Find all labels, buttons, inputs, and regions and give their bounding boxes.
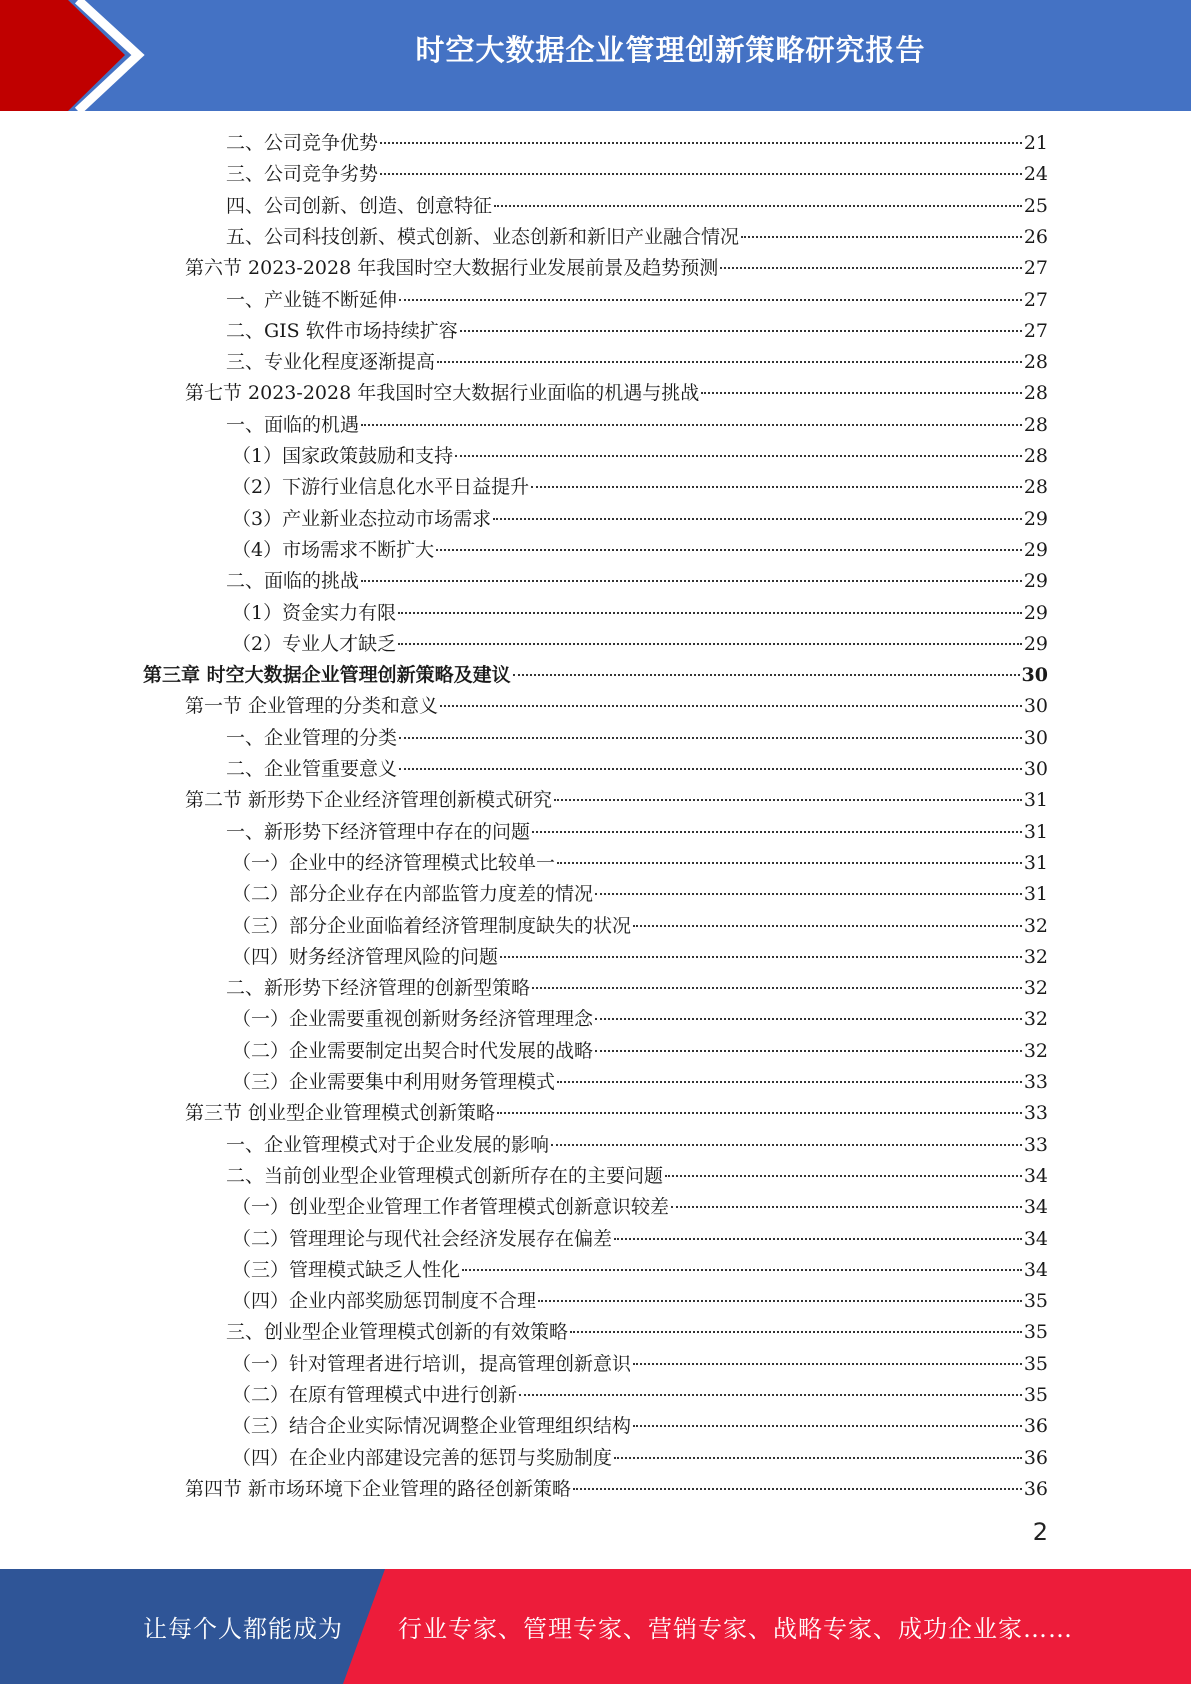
toc-entry-title: 四、公司创新、创造、创意特征 (226, 194, 493, 217)
toc-entry-page: 27 (1023, 288, 1048, 311)
toc-entry-page: 31 (1023, 851, 1048, 874)
toc-entry[interactable] (232, 848, 1048, 879)
toc-entry-title: 三、公司竞争劣势 (226, 163, 379, 186)
toc-dot-leader (497, 1112, 1022, 1114)
toc-entry-page: 27 (1023, 257, 1048, 280)
toc-entry-title: （2）专业人才缺乏 (232, 632, 397, 655)
toc-entry-title: （2）下游行业信息化水平日益提升 (232, 476, 530, 499)
toc-dot-leader (399, 737, 1022, 739)
toc-dot-leader (455, 455, 1022, 457)
toc-entry-page: 35 (1023, 1290, 1048, 1313)
toc-entry-title: （二）在原有管理模式中进行创新 (232, 1384, 518, 1406)
toc-entry[interactable] (226, 1161, 1048, 1192)
toc-entry[interactable] (232, 1004, 1048, 1035)
toc-entry-page: 29 (1023, 570, 1048, 593)
toc-entry-page: 28 (1023, 413, 1048, 436)
toc-entry[interactable] (232, 942, 1048, 973)
toc-entry-title: （一）创业型企业管理工作者管理模式创新意识较差 (232, 1196, 670, 1219)
toc-entry[interactable] (185, 378, 1048, 409)
toc-entry[interactable] (232, 1411, 1048, 1442)
toc-entry[interactable] (226, 566, 1048, 597)
toc-dot-leader (665, 1175, 1022, 1177)
toc-entry-title: （一）企业中的经济管理模式比较单一 (232, 851, 556, 874)
toc-entry-page: 24 (1023, 163, 1048, 186)
toc-entry-title: 第七节 2023-2028 年我国时空大数据行业面临的机遇与挑战 (185, 382, 700, 405)
toc-dot-leader (436, 549, 1022, 551)
toc-entry[interactable] (226, 817, 1048, 848)
toc-entry-page: 29 (1023, 601, 1048, 624)
toc-entry-title: 一、新形势下经济管理中存在的问题 (226, 820, 531, 843)
toc-entry-title: 二、GIS 软件市场持续扩容 (226, 319, 458, 342)
toc-entry-title: 二、新形势下经济管理的创新型策略 (226, 977, 531, 1000)
toc-entry-title: （二）企业需要制定出契合时代发展的战略 (232, 1039, 594, 1062)
toc-entry[interactable] (185, 1474, 1048, 1505)
toc-entry-page: 32 (1023, 1008, 1048, 1031)
toc-entry-title: （二）部分企业存在内部监管力度差的情况 (232, 883, 594, 906)
toc-entry[interactable] (226, 285, 1048, 316)
toc-entry-page: 28 (1023, 382, 1048, 405)
toc-entry-title: 二、面临的挑战 (226, 570, 360, 593)
toc-entry-title: 一、企业管理模式对于企业发展的影响 (226, 1133, 550, 1156)
toc-entry-title: 三、专业化程度逐渐提高 (226, 351, 436, 374)
toc-entry[interactable] (226, 1130, 1048, 1161)
toc-dot-leader (595, 1050, 1022, 1052)
toc-entry-title: （3）产业新业态拉动市场需求 (232, 507, 492, 530)
toc-entry[interactable] (232, 504, 1048, 535)
toc-entry-page: 31 (1023, 820, 1048, 843)
toc-entry-page: 34 (1023, 1258, 1048, 1281)
toc-dot-leader (398, 612, 1022, 614)
toc-dot-leader (399, 299, 1022, 301)
toc-entry[interactable] (226, 1317, 1048, 1348)
toc-dot-leader (380, 142, 1022, 144)
page-number: 2 (1032, 1518, 1048, 1546)
toc-dot-leader (554, 799, 1022, 801)
toc-dot-leader (532, 831, 1022, 833)
toc-entry[interactable] (232, 1255, 1048, 1286)
toc-entry-title: 第三章 时空大数据企业管理创新策略及建议 (143, 664, 511, 687)
toc-entry-title: （1）国家政策鼓励和支持 (232, 445, 454, 467)
toc-entry-page: 34 (1023, 1196, 1048, 1219)
toc-entry-page: 30 (1021, 664, 1048, 687)
toc-entry-page: 36 (1023, 1477, 1048, 1500)
toc-entry-page: 31 (1023, 789, 1048, 812)
toc-entry-page: 30 (1023, 726, 1048, 749)
toc-entry-page: 29 (1023, 538, 1048, 561)
toc-entry-title: （二）管理理论与现代社会经济发展存在偏差 (232, 1227, 613, 1250)
toc-entry-page: 28 (1023, 476, 1048, 499)
toc-entry-page: 30 (1023, 758, 1048, 780)
footer-slogan-right: 行业专家、管理专家、营销专家、战略专家、成功企业家…… (398, 1615, 1073, 1643)
toc-entry-title: （1）资金实力有限 (232, 601, 397, 624)
toc-entry[interactable] (232, 598, 1048, 629)
toc-dot-leader (531, 486, 1022, 488)
toc-entry-title: 一、面临的机遇 (226, 413, 360, 436)
toc-entry-title: 第二节 新形势下企业经济管理创新模式研究 (185, 789, 553, 812)
toc-entry-title: 第三节 创业型企业管理模式创新策略 (185, 1102, 496, 1125)
toc-entry-page: 25 (1023, 194, 1048, 217)
toc-dot-leader (361, 424, 1022, 426)
toc-entry-page: 30 (1023, 695, 1048, 718)
toc-entry[interactable] (226, 347, 1048, 378)
footer-slogan-left: 让每个人都能成为 (143, 1615, 343, 1643)
toc-entry-page: 33 (1023, 1133, 1048, 1156)
toc-entry[interactable] (232, 535, 1048, 566)
toc-entry[interactable] (232, 1443, 1048, 1474)
toc-entry[interactable] (226, 754, 1048, 785)
toc-entry-title: 二、当前创业型企业管理模式创新所存在的主要问题 (226, 1164, 664, 1187)
toc-entry-title: （三）管理模式缺乏人性化 (232, 1258, 461, 1281)
toc-entry-page: 32 (1023, 945, 1048, 968)
toc-dot-leader (500, 956, 1022, 958)
toc-entry-title: 第四节 新市场环境下企业管理的路径创新策略 (185, 1477, 572, 1500)
toc-dot-leader (513, 674, 1020, 676)
toc-entry-page: 32 (1023, 977, 1048, 1000)
toc-entry[interactable] (226, 128, 1048, 159)
toc-entry[interactable] (232, 472, 1048, 503)
toc-dot-leader (573, 1488, 1022, 1490)
toc-dot-leader (570, 1331, 1022, 1333)
toc-entry[interactable] (232, 879, 1048, 910)
toc-dot-leader (538, 1300, 1022, 1302)
toc-dot-leader (557, 1081, 1022, 1083)
toc-entry-title: 第一节 企业管理的分类和意义 (185, 695, 439, 718)
toc-entry[interactable] (185, 253, 1048, 284)
toc-entry-title: （三）部分企业面临着经济管理制度缺失的状况 (232, 914, 632, 937)
toc-dot-leader (399, 768, 1022, 770)
toc-entry[interactable] (226, 410, 1048, 441)
toc-entry[interactable] (232, 1286, 1048, 1317)
toc-entry-title: （三）结合企业实际情况调整企业管理组织结构 (232, 1415, 632, 1438)
toc-entry-title: （4）市场需求不断扩大 (232, 538, 435, 561)
toc-entry[interactable] (185, 785, 1048, 816)
toc-entry-title: （四）在企业内部建设完善的惩罚与奖励制度 (232, 1446, 613, 1469)
toc-entry[interactable] (185, 691, 1048, 722)
toc-entry-page: 33 (1023, 1102, 1048, 1125)
toc-entry-page: 26 (1023, 225, 1048, 248)
toc-dot-leader (595, 893, 1022, 895)
toc-entry-page: 29 (1023, 632, 1048, 655)
toc-entry[interactable] (232, 1067, 1048, 1098)
toc-entry[interactable] (226, 159, 1048, 190)
toc-dot-leader (633, 925, 1022, 927)
toc-dot-leader (741, 236, 1022, 238)
toc-entry-title: 二、企业管重要意义 (226, 758, 398, 780)
toc-entry-page: 32 (1023, 1039, 1048, 1062)
toc-entry-title: 一、产业链不断延伸 (226, 288, 398, 311)
toc-entry-title: （一）企业需要重视创新财务经济管理理念 (232, 1008, 594, 1031)
toc-dot-leader (519, 1394, 1022, 1396)
toc-entry-title: 三、创业型企业管理模式创新的有效策略 (226, 1321, 569, 1344)
toc-entry-page: 34 (1023, 1227, 1048, 1250)
toc-dot-leader (493, 518, 1022, 520)
toc-entry-title: （四）企业内部奖励惩罚制度不合理 (232, 1290, 537, 1313)
toc-entry-page: 33 (1023, 1071, 1048, 1093)
toc-entry[interactable] (226, 723, 1048, 754)
toc-entry-page: 36 (1023, 1446, 1048, 1469)
report-title: 时空大数据企业管理创新策略研究报告 (415, 33, 926, 67)
toc-entry-title: 二、公司竞争优势 (226, 132, 379, 154)
toc-entry-page: 35 (1023, 1384, 1048, 1406)
toc-dot-leader (614, 1457, 1022, 1459)
toc-entry[interactable] (226, 973, 1048, 1004)
toc-dot-leader (595, 1018, 1022, 1020)
toc-entry-page: 35 (1023, 1321, 1048, 1344)
toc-entry-title: （一）针对管理者进行培训，提高管理创新意识 (232, 1352, 632, 1375)
toc-dot-leader (671, 1206, 1022, 1208)
toc-dot-leader (361, 580, 1022, 582)
toc-entry-title: （四）财务经济管理风险的问题 (232, 945, 499, 968)
toc-entry-page: 32 (1023, 914, 1048, 937)
toc-entry[interactable] (232, 1192, 1048, 1223)
toc-entry-page: 36 (1023, 1415, 1048, 1438)
toc-entry[interactable] (232, 1380, 1048, 1411)
toc-entry[interactable] (232, 441, 1048, 472)
toc-entry-page: 28 (1023, 351, 1048, 374)
toc-entry[interactable] (232, 1349, 1048, 1380)
toc-entry[interactable] (232, 629, 1048, 660)
toc-entry[interactable] (143, 660, 1048, 691)
toc-dot-leader (437, 361, 1022, 363)
toc-dot-leader (462, 1269, 1022, 1271)
toc-entry[interactable] (185, 1098, 1048, 1129)
toc-entry-title: （三）企业需要集中利用财务管理模式 (232, 1071, 556, 1093)
page-footer (0, 1569, 1191, 1684)
toc-entry-page: 31 (1023, 883, 1048, 906)
toc-entry-page: 27 (1023, 319, 1048, 342)
toc-dot-leader (557, 862, 1022, 864)
toc-dot-leader (532, 987, 1022, 989)
toc-entry[interactable] (232, 911, 1048, 942)
toc-entry[interactable] (232, 1224, 1048, 1255)
toc-entry-title: 五、公司科技创新、模式创新、业态创新和新旧产业融合情况 (226, 225, 740, 248)
toc-dot-leader (440, 705, 1022, 707)
toc-dot-leader (551, 1144, 1022, 1146)
toc-entry[interactable] (226, 222, 1048, 253)
toc-entry[interactable] (226, 191, 1048, 222)
toc-entry-page: 28 (1023, 445, 1048, 467)
toc-entry-page: 35 (1023, 1352, 1048, 1375)
toc-entry-title: 第六节 2023-2028 年我国时空大数据行业发展前景及趋势预测 (185, 257, 719, 280)
toc-dot-leader (614, 1238, 1022, 1240)
toc-entry[interactable] (226, 316, 1048, 347)
toc-dot-leader (720, 267, 1022, 269)
toc-entry-page: 34 (1023, 1164, 1048, 1187)
toc-dot-leader (460, 330, 1022, 332)
page-header (0, 0, 1191, 111)
toc-dot-leader (380, 173, 1022, 175)
toc-dot-leader (398, 643, 1022, 645)
toc-entry-title: 一、企业管理的分类 (226, 726, 398, 749)
toc-entry-page: 21 (1023, 132, 1048, 154)
toc-dot-leader (633, 1425, 1022, 1427)
toc-entry-page: 29 (1023, 507, 1048, 530)
toc-dot-leader (494, 205, 1022, 207)
toc-dot-leader (701, 392, 1022, 394)
toc-dot-leader (633, 1363, 1022, 1365)
toc-entry[interactable] (232, 1036, 1048, 1067)
